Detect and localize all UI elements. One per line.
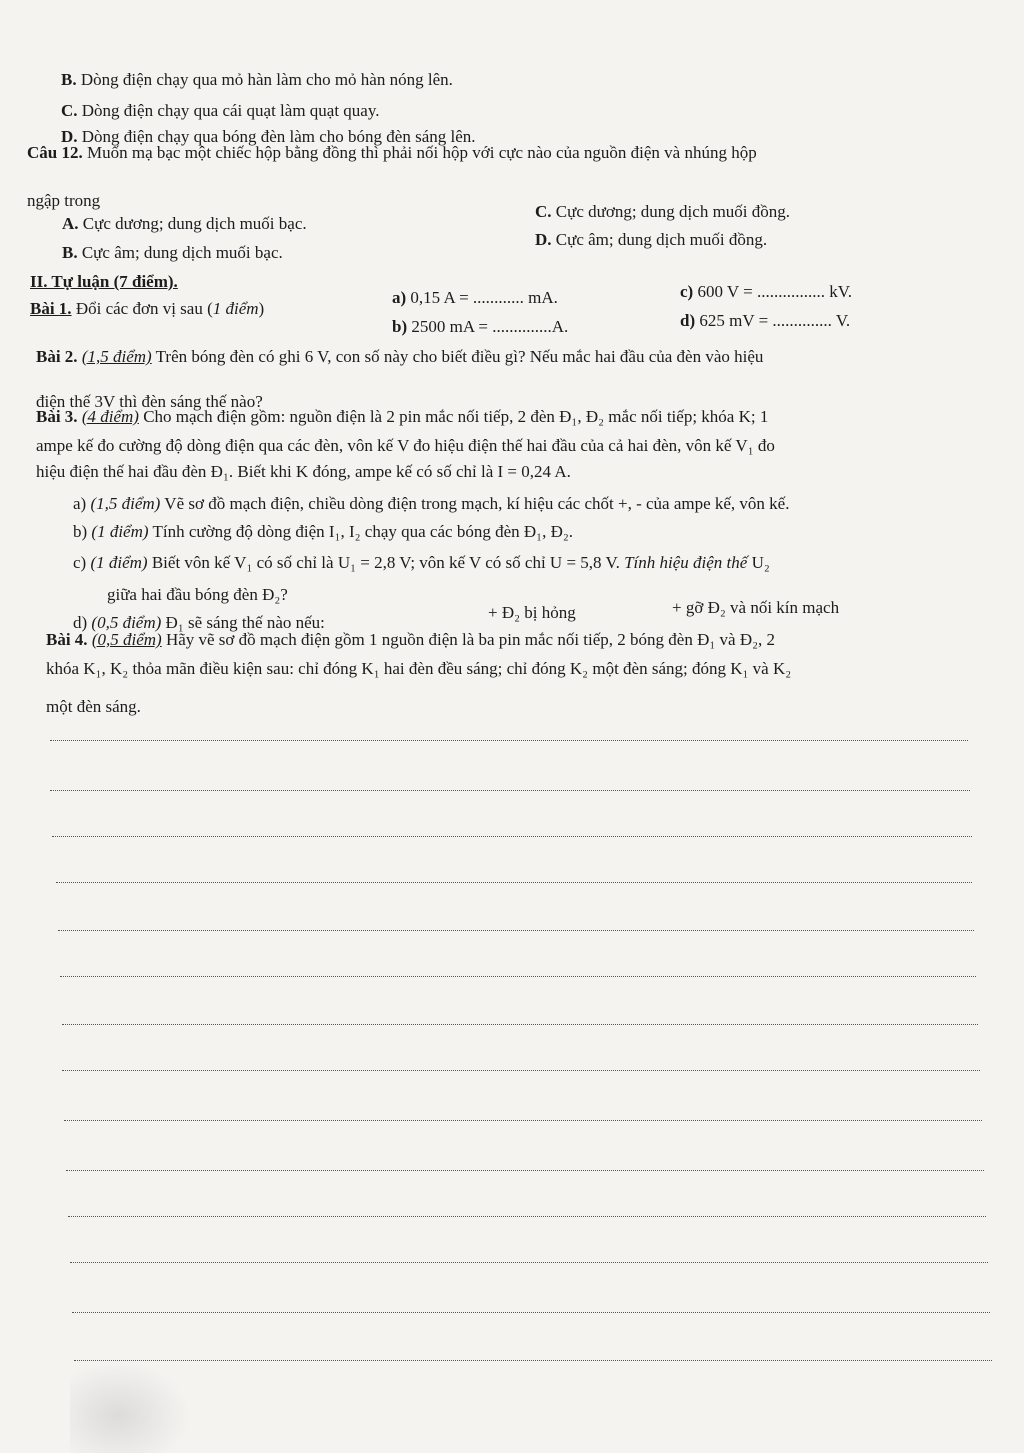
bai3-part-b: b) (1 điểm) Tính cường độ dòng điện I₁, I₂ chạy qua các bóng đèn Đ₁, Đ₂. [73, 522, 574, 541]
bai1-part-b: b) 2500 mA = ..............A. [392, 317, 569, 336]
bai3-part-d: d) (0,5 điểm) Đ₁ sẽ sáng thế nào nếu: [73, 613, 325, 632]
bai3-line1: Bài 3. (4 điểm) Cho mạch điện gồm: nguồn điện là 2 pin mắc nối tiếp, 2 đèn Đ₁, Đ₂ mắc nối tiếp; khóa K; 1 [36, 407, 769, 426]
answer-line[interactable] [58, 930, 974, 931]
q12-option-b: B. Cực âm; dung dịch muối bạc. [62, 243, 283, 262]
answer-line[interactable] [68, 1216, 986, 1217]
q12-option-d: D. Cực âm; dung dịch muối đồng. [535, 230, 768, 249]
q12-stem-line1: Câu 12. Muốn mạ bạc một chiếc hộp bằng đồng thì phải nối hộp với cực nào của nguồn điện và nhúng hộp [27, 143, 757, 162]
bai1-stem: Bài 1. Đổi các đơn vị sau (1 điểm) [30, 299, 265, 318]
answer-line[interactable] [62, 1024, 978, 1025]
q11-option-b: B. Dòng điện chạy qua mỏ hàn làm cho mỏ hàn nóng lên. [61, 70, 453, 89]
bai4-line2: khóa K₁, K₂ thỏa mãn điều kiện sau: chỉ đóng K₁ hai đèn đều sáng; chỉ đóng K₂ một đèn sáng; đóng K₁ và K₂ [46, 659, 792, 678]
bai2-line1: Bài 2. (1,5 điểm) Trên bóng đèn có ghi 6 V, con số này cho biết điều gì? Nếu mắc hai đầu của đèn vào hiệu [36, 347, 764, 366]
bai3-part-c-line2: giữa hai đầu bóng đèn Đ₂? [107, 585, 288, 604]
scan-shadow [70, 1360, 190, 1453]
answer-line[interactable] [50, 790, 970, 791]
bai3-part-d-option1: + Đ₂ bị hỏng [488, 603, 576, 622]
answer-line[interactable] [50, 740, 968, 741]
answer-line[interactable] [62, 1070, 980, 1071]
answer-line[interactable] [60, 976, 976, 977]
bai3-part-d-option2: + gỡ Đ₂ và nối kín mạch [672, 598, 840, 617]
bai1-part-c: c) 600 V = ................ kV. [680, 282, 853, 301]
section-heading: II. Tự luận (7 điểm). [30, 272, 178, 291]
bai3-part-c: c) (1 điểm) Biết vôn kế V₁ có số chỉ là U₁ = 2,8 V; vôn kế V có số chỉ U = 5,8 V. Tính hiệu điện thế U₂ [73, 553, 770, 572]
answer-line[interactable] [66, 1170, 984, 1171]
bai3-line3: hiệu điện thế hai đầu đèn Đ₁. Biết khi K đóng, ampe kế có số chỉ là I = 0,24 A. [36, 462, 571, 481]
bai4-line3: một đèn sáng. [46, 697, 141, 716]
q12-option-a: A. Cực dương; dung dịch muối bạc. [62, 214, 307, 233]
answer-line[interactable] [74, 1360, 992, 1361]
answer-line[interactable] [64, 1120, 982, 1121]
bai1-part-a: a) 0,15 A = ............ mA. [392, 288, 558, 307]
q12-option-c: C. Cực dương; dung dịch muối đồng. [535, 202, 791, 221]
answer-line[interactable] [70, 1262, 988, 1263]
answer-line[interactable] [56, 882, 972, 883]
answer-line[interactable] [52, 836, 972, 837]
q11-option-c: C. Dòng điện chạy qua cái quạt làm quạt quay. [61, 101, 380, 120]
bai4-line1: Bài 4. (0,5 điểm) Hãy vẽ sơ đồ mạch điện gồm 1 nguồn điện là ba pin mắc nối tiếp, 2 bóng đèn Đ₁ và Đ₂, 2 [46, 630, 776, 649]
bai3-part-a: a) (1,5 điểm) Vẽ sơ đồ mạch điện, chiều dòng điện trong mạch, kí hiệu các chốt +, - của ampe kế, vôn kế. [73, 494, 790, 513]
bai3-line2: ampe kế đo cường độ dòng điện qua các đèn, vôn kế V đo hiệu điện thế hai đầu của cả hai đèn, vôn kế V₁ đo [36, 436, 775, 455]
q11-option-d: D. Dòng điện chạy qua bóng đèn làm cho bóng đèn sáng lên. [61, 127, 476, 146]
bai2-line2: điện thế 3V thì đèn sáng thế nào? [36, 392, 263, 411]
bai1-part-d: d) 625 mV = .............. V. [680, 311, 851, 330]
q12-stem-line2: ngập trong [27, 191, 101, 210]
answer-line[interactable] [72, 1312, 990, 1313]
